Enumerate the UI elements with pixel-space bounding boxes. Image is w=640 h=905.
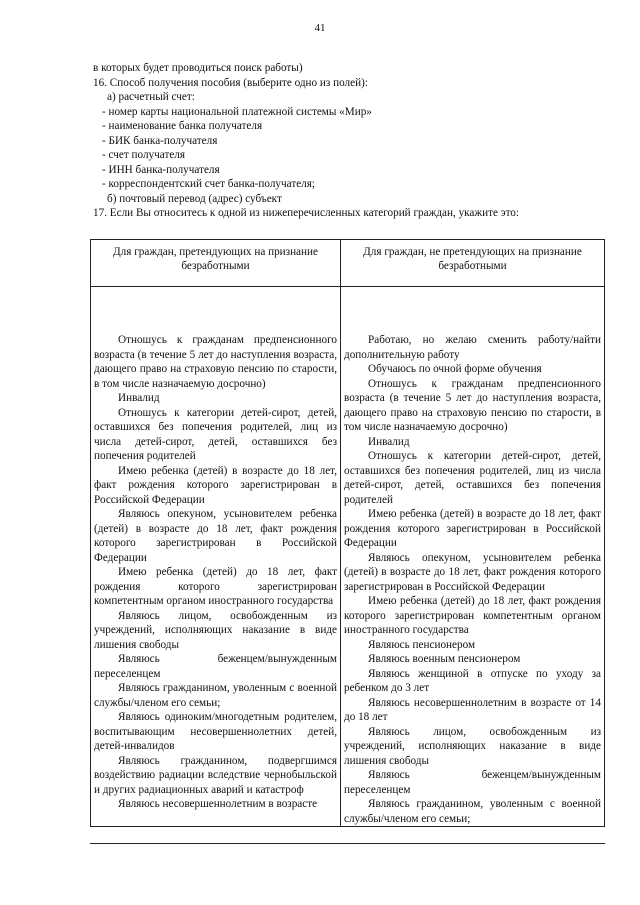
category-item[interactable]: Являюсь несовершеннолетним в возрасте xyxy=(118,798,318,810)
category-item[interactable]: Являюсь пенсионером xyxy=(368,638,476,651)
category-item[interactable]: Инвалид xyxy=(118,392,160,404)
page-number: 41 xyxy=(314,22,326,34)
form-section-16-17 xyxy=(93,61,613,221)
left-category-cell xyxy=(91,287,341,827)
right-category-list xyxy=(344,333,601,826)
category-item[interactable]: Имею ребенка (детей) до 18 лет, факт рождения которого зарегистрирован компетентным органом иностранного государства xyxy=(94,566,337,607)
category-item[interactable]: Отношусь к гражданам предпенсионного возраста (в течение 5 лет до наступления возраста, дающего право на страховую пенсию по старости, в том числе назначаемую досрочно) xyxy=(94,334,337,390)
header-non-applicants: Для граждан, не претендующих на признание безработными xyxy=(341,240,605,287)
field-bik: - БИК банка-получателя xyxy=(102,134,218,147)
category-item[interactable]: Отношусь к гражданам предпенсионного возраста (в течение 5 лет до наступления возраста, дающего право на страховую пенсию по старости, в том числе назначаемую досрочно) xyxy=(344,377,601,433)
table-bottom-border xyxy=(90,843,605,844)
category-item[interactable]: Инвалид xyxy=(368,435,410,448)
category-item[interactable]: Являюсь лицом, освобожденным из учреждений, исполняющих наказание в виде лишения свободы xyxy=(94,609,337,651)
header-unemployed-applicants: Для граждан, претендующих на признание безработными xyxy=(91,240,341,287)
category-item[interactable]: Имею ребенка (детей) в возрасте до 18 лет, факт рождения которого зарегистрирован в Российской Федерации xyxy=(344,508,601,549)
category-item[interactable]: Являюсь одиноким/многодетным родителем, воспитывающим несовершеннолетних детей, детей-инвалидов xyxy=(94,711,337,752)
category-item[interactable]: Работаю, но желаю сменить работу/найти дополнительную работу xyxy=(344,334,601,361)
category-item[interactable]: Обучаюсь по очной форме обучения xyxy=(368,363,542,375)
field-corr-account: - корреспондентский счет банка-получателя; xyxy=(102,178,316,191)
category-item[interactable]: Являюсь гражданином, подвергшимся воздействию радиации вследствие чернобыльской и других радиационных аварий и катастроф xyxy=(94,754,337,796)
field-bank-name: - наименование банка получателя xyxy=(102,120,263,133)
question-16: 16. Способ получения пособия (выберите одно из полей): xyxy=(93,76,368,89)
category-item[interactable]: Являюсь гражданином, уволенным с военной службы/членом его семьи; xyxy=(344,798,601,825)
category-item[interactable]: Являюсь женщиной в отпуске по уходу за ребенком до 3 лет xyxy=(344,667,601,694)
category-item[interactable]: Являюсь военным пенсионером xyxy=(368,653,521,665)
right-category-cell xyxy=(341,287,605,827)
category-item[interactable]: Являюсь беженцем/вынужденным переселенцем xyxy=(344,769,601,796)
question-17: 17. Если Вы относитесь к одной из нижеперечисленных категорий граждан, укажите это: xyxy=(93,207,520,220)
categories-table xyxy=(90,239,605,827)
field-account: - счет получателя xyxy=(102,149,186,162)
category-item[interactable]: Являюсь несовершеннолетним в возрасте от 14 до 18 лет xyxy=(344,696,601,723)
category-item[interactable]: Отношусь к категории детей-сирот, детей, оставшихся без попечения родителей, лиц из числа детей-сирот, детей, оставшихся без попечения родителей xyxy=(94,406,337,462)
category-item[interactable]: Являюсь гражданином, уволенным с военной службы/членом его семьи; xyxy=(94,682,337,709)
category-item[interactable]: Имею ребенка (детей) в возрасте до 18 лет, факт рождения которого зарегистрирован в Российской Федерации xyxy=(94,464,337,506)
category-item[interactable]: Отношусь к категории детей-сирот, детей, оставшихся без попечения родителей, лиц из числа детей-сирот, детей, оставшихся без попечения родителей xyxy=(344,450,601,506)
category-item[interactable]: Имею ребенка (детей) до 18 лет, факт рождения которого зарегистрирован компетентным органом иностранного государства xyxy=(344,595,601,636)
option-a-bank-account: а) расчетный счет: xyxy=(107,91,195,104)
left-category-list xyxy=(94,333,337,812)
category-item[interactable]: Являюсь лицом, освобожденным из учреждений, исполняющих наказание в виде лишения свободы xyxy=(344,725,601,767)
category-item[interactable]: Являюсь опекуном, усыновителем ребенка (детей) в возрасте до 18 лет, факт рождения которого зарегистрирован в Российской Федерации xyxy=(94,508,337,564)
intro-line: в которых будет проводиться поиск работы) xyxy=(93,62,303,74)
category-item[interactable]: Являюсь беженцем/вынужденным переселенцем xyxy=(94,653,337,680)
category-item[interactable]: Являюсь опекуном, усыновителем ребенка (детей) в возрасте до 18 лет, факт рождения которого зарегистрирован в Российской Федерации xyxy=(344,551,601,593)
field-card-number: - номер карты национальной платежной системы «Мир» xyxy=(102,105,372,118)
option-b-postal-transfer: б) почтовый перевод (адрес) субъект xyxy=(107,192,282,205)
field-inn: - ИНН банка-получателя xyxy=(102,163,220,176)
